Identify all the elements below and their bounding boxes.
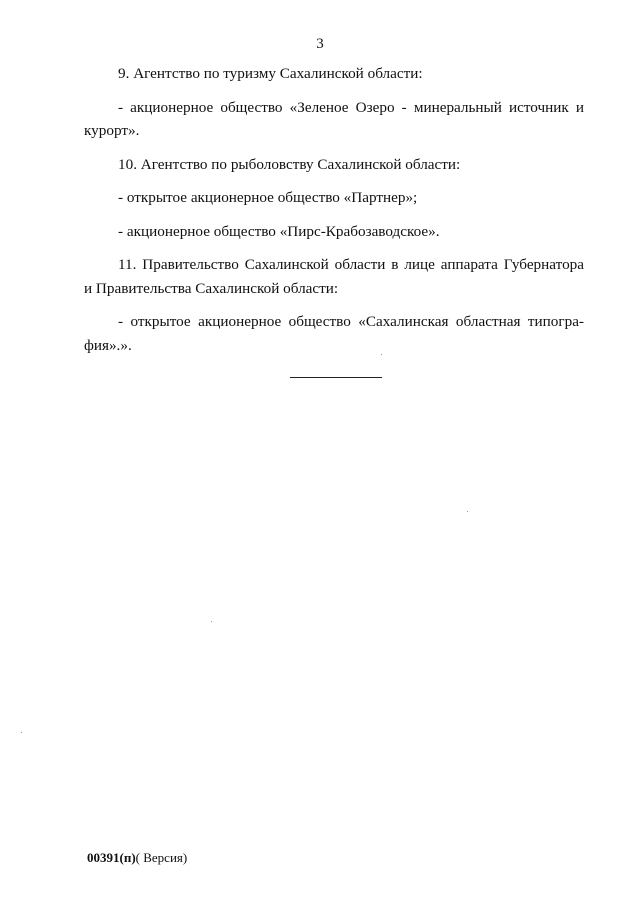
end-divider (290, 377, 382, 378)
section-9-item-line-2: курорт». (84, 122, 140, 139)
scan-speck (21, 732, 22, 733)
section-10-item-1: - открытое акционерное общество «Партнер»; (118, 189, 418, 206)
section-11-item-line-1: - открытое акционерное общество «Сахалинская областная типогра- (118, 313, 584, 330)
footer-code: 00391(п) (87, 850, 136, 865)
section-10-heading: 10. Агентство по рыболовству Сахалинской области: (118, 155, 461, 173)
page-number: 3 (316, 36, 324, 52)
section-10-item-2: - акционерное общество «Пирс-Крабозаводское». (118, 222, 440, 240)
section-9-heading: 9. Агентство по туризму Сахалинской области: (118, 65, 423, 82)
document-body (84, 62, 584, 357)
scan-speck (381, 354, 382, 355)
footer-version: ( Версия) (135, 850, 188, 865)
scan-speck (211, 621, 212, 622)
section-11-item-line-2: фия».». (84, 336, 132, 354)
section-9-item-line-1: - акционерное общество «Зеленое Озеро - минеральный источник и (118, 98, 584, 116)
section-11-heading-line-1: 11. Правительство Сахалинской области в лице аппарата Губернатора (118, 256, 584, 273)
section-11-heading-line-2: и Правительства Сахалинской области: (84, 279, 339, 297)
footer-document-code (87, 851, 187, 864)
scan-speck (467, 511, 468, 512)
